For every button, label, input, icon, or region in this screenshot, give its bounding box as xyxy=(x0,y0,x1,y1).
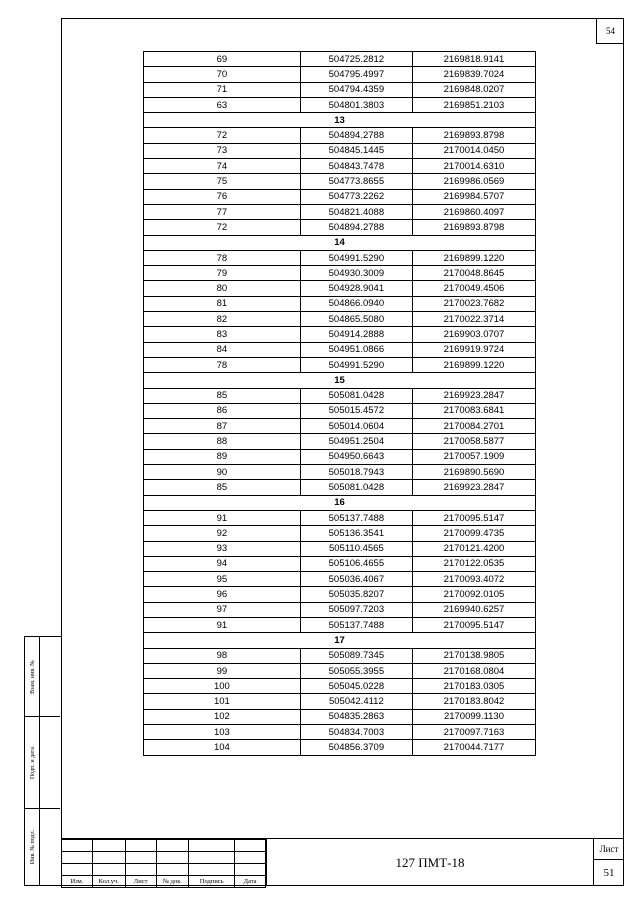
table-row xyxy=(144,327,536,342)
x-coordinate-cell: 504773.2262 xyxy=(300,189,412,204)
x-coordinate-cell: 505089.7345 xyxy=(300,648,412,663)
y-coordinate-cell: 2170092.0105 xyxy=(412,587,535,602)
stamp-grid xyxy=(61,839,266,888)
point-number-cell: 96 xyxy=(144,587,301,602)
x-coordinate-cell: 504835.2863 xyxy=(300,709,412,724)
x-coordinate-cell: 505018.7943 xyxy=(300,465,412,480)
group-header-row xyxy=(144,495,536,510)
table-row xyxy=(144,52,536,67)
point-number-cell: 78 xyxy=(144,357,301,372)
y-coordinate-cell: 2170044.7177 xyxy=(412,740,535,755)
table-row xyxy=(144,97,536,112)
document-code: 127 ПМТ-18 xyxy=(266,839,593,886)
y-coordinate-cell: 2170095.5147 xyxy=(412,510,535,525)
y-coordinate-cell: 2170014.0450 xyxy=(412,143,535,158)
group-number: 14 xyxy=(144,235,536,250)
group-header-row xyxy=(144,235,536,250)
title-block xyxy=(61,838,624,886)
x-coordinate-cell: 505042.4112 xyxy=(300,694,412,709)
table-row xyxy=(144,617,536,632)
y-coordinate-cell: 2170099.1130 xyxy=(412,709,535,724)
point-number-cell: 83 xyxy=(144,327,301,342)
point-number-cell: 72 xyxy=(144,220,301,235)
table-row xyxy=(144,357,536,372)
table-row xyxy=(144,725,536,740)
table-row xyxy=(144,174,536,189)
point-number-cell: 103 xyxy=(144,725,301,740)
y-coordinate-cell: 2170049.4506 xyxy=(412,281,535,296)
stamp-col-doc: № док. xyxy=(156,876,189,888)
table-row xyxy=(144,480,536,495)
x-coordinate-cell: 504951.0866 xyxy=(300,342,412,357)
table-row xyxy=(144,388,536,403)
x-coordinate-cell: 504991.5290 xyxy=(300,250,412,265)
y-coordinate-cell: 2169839.7024 xyxy=(412,67,535,82)
point-number-cell: 69 xyxy=(144,52,301,67)
y-coordinate-cell: 2169893.8798 xyxy=(412,220,535,235)
coordinates-table xyxy=(143,51,536,756)
table-row xyxy=(144,143,536,158)
table-row xyxy=(144,403,536,418)
point-number-cell: 74 xyxy=(144,159,301,174)
y-coordinate-cell: 2169851.2103 xyxy=(412,97,535,112)
y-coordinate-cell: 2170058.5877 xyxy=(412,434,535,449)
table-row xyxy=(144,510,536,525)
point-number-cell: 73 xyxy=(144,143,301,158)
sheet-box xyxy=(593,839,624,886)
x-coordinate-cell: 504894.2788 xyxy=(300,220,412,235)
side-cell-orig-inv xyxy=(25,809,60,885)
point-number-cell: 94 xyxy=(144,556,301,571)
y-coordinate-cell: 2170138.9805 xyxy=(412,648,535,663)
point-number-cell: 92 xyxy=(144,526,301,541)
table-row xyxy=(144,281,536,296)
y-coordinate-cell: 2170097.7163 xyxy=(412,725,535,740)
side-cell-replace-inv xyxy=(25,637,60,717)
point-number-cell: 85 xyxy=(144,480,301,495)
y-coordinate-cell: 2170057.1909 xyxy=(412,449,535,464)
point-number-cell: 70 xyxy=(144,67,301,82)
table-row xyxy=(144,312,536,327)
table-row xyxy=(144,449,536,464)
x-coordinate-cell: 504773.8655 xyxy=(300,174,412,189)
table-row xyxy=(144,189,536,204)
x-coordinate-cell: 504801.3803 xyxy=(300,97,412,112)
y-coordinate-cell: 2169899.1220 xyxy=(412,357,535,372)
point-number-cell: 91 xyxy=(144,510,301,525)
x-coordinate-cell: 504725.2812 xyxy=(300,52,412,67)
group-header-row xyxy=(144,373,536,388)
table-row xyxy=(144,602,536,617)
y-coordinate-cell: 2169984.5707 xyxy=(412,189,535,204)
point-number-cell: 76 xyxy=(144,189,301,204)
x-coordinate-cell: 505035.8207 xyxy=(300,587,412,602)
point-number-cell: 100 xyxy=(144,679,301,694)
x-coordinate-cell: 505081.0428 xyxy=(300,388,412,403)
y-coordinate-cell: 2169903.0707 xyxy=(412,327,535,342)
point-number-cell: 93 xyxy=(144,541,301,556)
x-coordinate-cell: 505015.4572 xyxy=(300,403,412,418)
x-coordinate-cell: 504843.7478 xyxy=(300,159,412,174)
group-header-row xyxy=(144,633,536,648)
sheet-label: Лист xyxy=(594,839,624,860)
y-coordinate-cell: 2170121.4200 xyxy=(412,541,535,556)
side-label-sign-date: Подп. и дата xyxy=(29,746,36,779)
y-coordinate-cell: 2170122.0535 xyxy=(412,556,535,571)
point-number-cell: 75 xyxy=(144,174,301,189)
point-number-cell: 91 xyxy=(144,617,301,632)
point-number-cell: 98 xyxy=(144,648,301,663)
stamp-col-sheet: Лист xyxy=(125,876,156,888)
y-coordinate-cell: 2169818.9141 xyxy=(412,52,535,67)
table-row xyxy=(144,526,536,541)
table-row xyxy=(144,250,536,265)
x-coordinate-cell: 505110.4565 xyxy=(300,541,412,556)
x-coordinate-cell: 504894.2788 xyxy=(300,128,412,143)
stamp-col-signature: Подпись xyxy=(189,876,235,888)
table-row xyxy=(144,82,536,97)
x-coordinate-cell: 504866.0940 xyxy=(300,296,412,311)
y-coordinate-cell: 2169940.6257 xyxy=(412,602,535,617)
table-row xyxy=(144,220,536,235)
y-coordinate-cell: 2170014.6310 xyxy=(412,159,535,174)
point-number-cell: 99 xyxy=(144,663,301,678)
point-number-cell: 80 xyxy=(144,281,301,296)
y-coordinate-cell: 2169919.9724 xyxy=(412,342,535,357)
y-coordinate-cell: 2169923.2847 xyxy=(412,388,535,403)
point-number-cell: 104 xyxy=(144,740,301,755)
point-number-cell: 78 xyxy=(144,250,301,265)
y-coordinate-cell: 2170084.2701 xyxy=(412,419,535,434)
x-coordinate-cell: 504928.9041 xyxy=(300,281,412,296)
sheet-number: 51 xyxy=(603,867,615,879)
page-corner-number: 54 xyxy=(596,18,624,44)
x-coordinate-cell: 504794.4359 xyxy=(300,82,412,97)
point-number-cell: 63 xyxy=(144,97,301,112)
point-number-cell: 81 xyxy=(144,296,301,311)
table-row xyxy=(144,648,536,663)
point-number-cell: 77 xyxy=(144,204,301,219)
y-coordinate-cell: 2169893.8798 xyxy=(412,128,535,143)
y-coordinate-cell: 2170022.3714 xyxy=(412,312,535,327)
x-coordinate-cell: 505106.4655 xyxy=(300,556,412,571)
x-coordinate-cell: 504821.4088 xyxy=(300,204,412,219)
point-number-cell: 82 xyxy=(144,312,301,327)
point-number-cell: 85 xyxy=(144,388,301,403)
y-coordinate-cell: 2170048.8645 xyxy=(412,266,535,281)
point-number-cell: 71 xyxy=(144,82,301,97)
stamp-col-date: Дата xyxy=(235,876,266,888)
table-row xyxy=(144,740,536,755)
x-coordinate-cell: 504930.3009 xyxy=(300,266,412,281)
y-coordinate-cell: 2169890.5690 xyxy=(412,465,535,480)
table-row xyxy=(144,541,536,556)
x-coordinate-cell: 505045.0228 xyxy=(300,679,412,694)
group-number: 17 xyxy=(144,633,536,648)
table-row xyxy=(144,709,536,724)
stamp-col-count: Кол.уч. xyxy=(92,876,125,888)
side-label-orig-inv: Инв. № подл. xyxy=(29,829,36,865)
table-row xyxy=(144,419,536,434)
x-coordinate-cell: 505097.7203 xyxy=(300,602,412,617)
y-coordinate-cell: 2170168.0804 xyxy=(412,663,535,678)
table-row xyxy=(144,572,536,587)
x-coordinate-cell: 505136.3541 xyxy=(300,526,412,541)
x-coordinate-cell: 504865.5080 xyxy=(300,312,412,327)
group-number: 16 xyxy=(144,495,536,510)
x-coordinate-cell: 504845.1445 xyxy=(300,143,412,158)
point-number-cell: 95 xyxy=(144,572,301,587)
y-coordinate-cell: 2170083.6841 xyxy=(412,403,535,418)
y-coordinate-cell: 2170183.0305 xyxy=(412,679,535,694)
x-coordinate-cell: 505036.4067 xyxy=(300,572,412,587)
x-coordinate-cell: 504951.2504 xyxy=(300,434,412,449)
point-number-cell: 86 xyxy=(144,403,301,418)
y-coordinate-cell: 2170095.5147 xyxy=(412,617,535,632)
table-row xyxy=(144,296,536,311)
x-coordinate-cell: 504991.5290 xyxy=(300,357,412,372)
x-coordinate-cell: 505014.0604 xyxy=(300,419,412,434)
table-row xyxy=(144,679,536,694)
point-number-cell: 101 xyxy=(144,694,301,709)
x-coordinate-cell: 505137.7488 xyxy=(300,510,412,525)
x-coordinate-cell: 505081.0428 xyxy=(300,480,412,495)
point-number-cell: 102 xyxy=(144,709,301,724)
point-number-cell: 84 xyxy=(144,342,301,357)
table-row xyxy=(144,663,536,678)
table-row xyxy=(144,266,536,281)
y-coordinate-cell: 2169899.1220 xyxy=(412,250,535,265)
side-label-replace-inv: Взам. инв. № xyxy=(29,659,36,694)
point-number-cell: 72 xyxy=(144,128,301,143)
table-row xyxy=(144,694,536,709)
y-coordinate-cell: 2170099.4735 xyxy=(412,526,535,541)
table-row xyxy=(144,434,536,449)
y-coordinate-cell: 2169923.2847 xyxy=(412,480,535,495)
point-number-cell: 88 xyxy=(144,434,301,449)
side-strip xyxy=(24,636,61,886)
y-coordinate-cell: 2170093.4072 xyxy=(412,572,535,587)
point-number-cell: 79 xyxy=(144,266,301,281)
point-number-cell: 89 xyxy=(144,449,301,464)
y-coordinate-cell: 2170183.8042 xyxy=(412,694,535,709)
x-coordinate-cell: 504834.7003 xyxy=(300,725,412,740)
x-coordinate-cell: 504795.4997 xyxy=(300,67,412,82)
table-row xyxy=(144,204,536,219)
x-coordinate-cell: 505055.3955 xyxy=(300,663,412,678)
point-number-cell: 97 xyxy=(144,602,301,617)
group-header-row xyxy=(144,113,536,128)
table-row xyxy=(144,159,536,174)
point-number-cell: 87 xyxy=(144,419,301,434)
table-row xyxy=(144,342,536,357)
stamp-col-change: Изм. xyxy=(62,876,93,888)
point-number-cell: 90 xyxy=(144,465,301,480)
side-cell-sign-date xyxy=(25,717,60,809)
y-coordinate-cell: 2169860.4097 xyxy=(412,204,535,219)
x-coordinate-cell: 504950.6643 xyxy=(300,449,412,464)
group-number: 13 xyxy=(144,113,536,128)
y-coordinate-cell: 2170023.7682 xyxy=(412,296,535,311)
y-coordinate-cell: 2169986.0569 xyxy=(412,174,535,189)
y-coordinate-cell: 2169848.0207 xyxy=(412,82,535,97)
x-coordinate-cell: 505137.7488 xyxy=(300,617,412,632)
x-coordinate-cell: 504914.2888 xyxy=(300,327,412,342)
table-row xyxy=(144,67,536,82)
table-row xyxy=(144,465,536,480)
x-coordinate-cell: 504856.3709 xyxy=(300,740,412,755)
table-row xyxy=(144,556,536,571)
table-row xyxy=(144,128,536,143)
table-row xyxy=(144,587,536,602)
group-number: 15 xyxy=(144,373,536,388)
